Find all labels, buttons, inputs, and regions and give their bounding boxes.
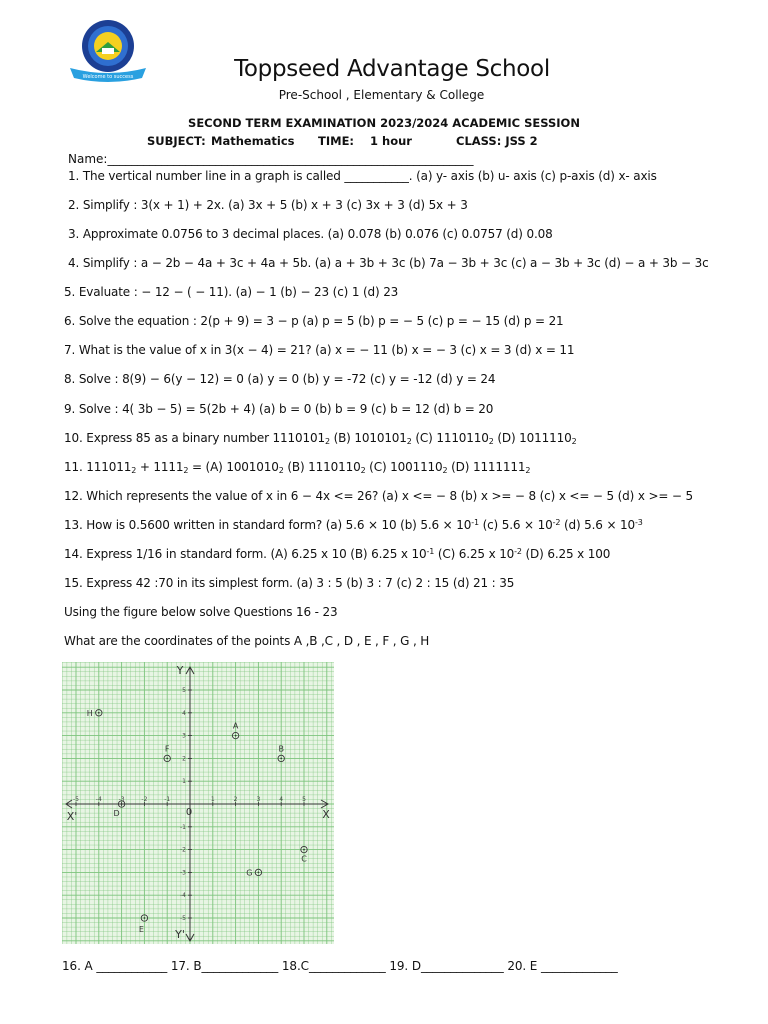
point-f-label: F [164, 744, 170, 754]
x-tick-label: -3 [118, 796, 125, 803]
q13-exp-3: -3 [634, 518, 643, 527]
x-tick-label: 5 [302, 796, 306, 803]
x-tick-label: 3 [256, 796, 261, 803]
q11-part-5: (C) 1001110 [365, 460, 443, 474]
origin-label: 0 [185, 807, 193, 818]
point-d-dot [121, 803, 123, 805]
x-neg-axis-label: X' [66, 810, 78, 823]
point-c-dot [303, 849, 305, 851]
point-f-dot [166, 758, 168, 760]
coordinate-graph [62, 662, 334, 944]
y-neg-axis-label: Y' [175, 928, 185, 941]
question-12: 12. Which represents the value of x in 6 − 4x <= 26? (a) x <= − 8 (b) x >= − 8 (c) x <= − 5 (d) x >= − 5 [64, 489, 693, 503]
point-h-dot [98, 712, 100, 714]
question-15: 15. Express 42 :70 in its simplest form. (a) 3 : 5 (b) 3 : 7 (c) 2 : 15 (d) 21 : 35 [64, 576, 515, 590]
x-tick-label: 1 [210, 796, 215, 803]
q11-part-3: = (A) 1001010 [188, 460, 279, 474]
q11-sub-2: 2 [183, 466, 189, 475]
y-tick-label: 3 [182, 732, 186, 740]
question-13 [64, 518, 643, 532]
q10-sub-c: 2 [488, 437, 494, 446]
q13-exp-1: -1 [471, 518, 479, 527]
q13-part-2: (c) 5.6 × 10 [478, 518, 553, 532]
y-tick-label: -5 [180, 915, 186, 922]
graph-paper [62, 662, 334, 944]
point-d-label: D [113, 809, 120, 818]
x-tick-label: 4 [279, 796, 284, 803]
question-7: 7. What is the value of x in 3(x − 4) = 21? (a) x = − 11 (b) x = − 3 (c) x = 3 (d) x = 11 [64, 343, 575, 357]
point-b-dot [280, 758, 282, 760]
subject-label: SUBJECT: [147, 134, 206, 148]
q10-lead: 10. Express 85 as a binary number 1110101 [64, 431, 325, 445]
point-a-dot [235, 735, 237, 737]
school-name: Toppseed Advantage School [234, 56, 550, 82]
answer-line[interactable]: 16. A ____________ 17. B_____________ 18.C_____________ 19. D______________ 20. E _____________ [62, 959, 618, 973]
question-5: 5. Evaluate : − 12 − ( − 11). (a) − 1 (b) − 23 (c) 1 (d) 23 [64, 285, 399, 299]
question-2: 2. Simplify : 3(x + 1) + 2x. (a) 3x + 5 (b) x + 3 (c) 3x + 3 (d) 5x + 3 [68, 198, 468, 212]
point-a-label: A [232, 721, 239, 731]
q10-sub-d: 2 [571, 437, 577, 446]
point-e-dot [144, 917, 146, 919]
q11-part-6: (D) 1111111 [447, 460, 526, 474]
school-subtitle: Pre-School , Elementary & College [278, 88, 485, 102]
y-tick-label: -1 [180, 823, 186, 831]
question-1: 1. The vertical number line in a graph is called ___________. (a) y- axis (b) u- axis (c) p-axis (d) x- axis [68, 169, 657, 183]
question-8: 8. Solve : 8(9) − 6(y − 12) = 0 (a) y = 0 (b) y = -72 (c) y = -12 (d) y = 24 [64, 372, 496, 386]
point-e-label: E [138, 925, 144, 934]
subject-value: Mathematics [211, 134, 295, 148]
q13-exp-2: -2 [552, 518, 561, 527]
x-tick-label: 2 [233, 796, 238, 803]
q10-sub-a: 2 [324, 437, 330, 446]
coordinates-question: What are the coordinates of the points A ,B ,C , D , E , F , G , H [64, 634, 430, 648]
time-value: 1 hour [370, 134, 412, 148]
q14-exp-2: -2 [514, 547, 522, 556]
q10-opt-c: (C) 1110110 [411, 431, 489, 445]
q14-part-3: (D) 6.25 x 100 [521, 547, 611, 561]
point-c-label: C [301, 854, 307, 864]
point-h-label: H [86, 708, 93, 718]
x-tick-label: -5 [73, 796, 79, 803]
time-label: TIME: [318, 134, 355, 148]
question-9: 9. Solve : 4( 3b − 5) = 5(2b + 4) (a) b = 0 (b) b = 9 (c) b = 12 (d) b = 20 [64, 402, 494, 416]
q11-sub-1: 2 [131, 466, 137, 475]
q11-sub-3: 2 [278, 466, 284, 475]
q11-part-2: + 1111 [136, 460, 184, 474]
q13-part-3: (d) 5.6 × 10 [560, 518, 635, 532]
q11-part-1: 11. 111011 [64, 460, 132, 474]
question-10 [64, 431, 577, 446]
q13-part-1: 13. How is 0.5600 written in standard form? (a) 5.6 × 10 (b) 5.6 × 10 [64, 518, 472, 532]
point-g-label: G [246, 868, 253, 878]
y-tick-label: -3 [180, 869, 186, 877]
x-tick-label: -2 [141, 796, 148, 803]
exam-title: SECOND TERM EXAMINATION 2023/2024 ACADEMIC SESSION [188, 116, 580, 130]
q14-part-2: (C) 6.25 x 10 [434, 547, 515, 561]
point-b-label: B [278, 744, 284, 754]
figure-instruction: Using the figure below solve Questions 16 - 23 [64, 605, 338, 619]
q10-sub-b: 2 [406, 437, 412, 446]
class-label: CLASS: JSS 2 [456, 134, 538, 148]
question-6: 6. Solve the equation : 2(p + 9) = 3 − p (a) p = 5 (b) p = − 5 (c) p = − 15 (d) p = 21 [64, 314, 564, 328]
question-11 [64, 460, 530, 475]
question-14 [64, 547, 610, 561]
y-tick-label: 5 [182, 687, 186, 694]
name-field[interactable]: Name:_____________________________________________________________ [68, 152, 474, 166]
q14-part-1: 14. Express 1/16 in standard form. (A) 6.25 x 10 (B) 6.25 x 10 [64, 547, 427, 561]
q10-opt-b: (B) 1010101 [329, 431, 407, 445]
q14-exp-1: -1 [426, 547, 435, 556]
point-g-dot [258, 872, 260, 874]
y-tick-label: -4 [180, 892, 186, 900]
x-tick-label: -4 [95, 796, 102, 803]
q11-sub-5: 2 [442, 466, 448, 475]
y-tick-label: -2 [180, 846, 186, 854]
question-3: 3. Approximate 0.0756 to 3 decimal places. (a) 0.078 (b) 0.076 (c) 0.0757 (d) 0.08 [68, 227, 553, 241]
q10-opt-d: (D) 1011110 [493, 431, 572, 445]
x-tick-label: -1 [164, 796, 171, 803]
q11-sub-6: 2 [525, 466, 531, 475]
y-tick-label: 2 [182, 755, 186, 763]
question-4: 4. Simplify : a − 2b − 4a + 3c + 4a + 5b. (a) a + 3b + 3c (b) 7a − 3b + 3c (c) a − 3b + 3c (d) − a + 3b − 3c [68, 256, 709, 270]
y-tick-label: 1 [182, 778, 186, 786]
x-axis-label: X [322, 808, 330, 821]
q11-sub-4: 2 [360, 466, 366, 475]
q11-part-4: (B) 1110110 [283, 460, 361, 474]
y-axis-label: Y [176, 664, 184, 677]
y-tick-label: 4 [182, 709, 186, 717]
logo-motto: Welcome to success [82, 74, 134, 80]
